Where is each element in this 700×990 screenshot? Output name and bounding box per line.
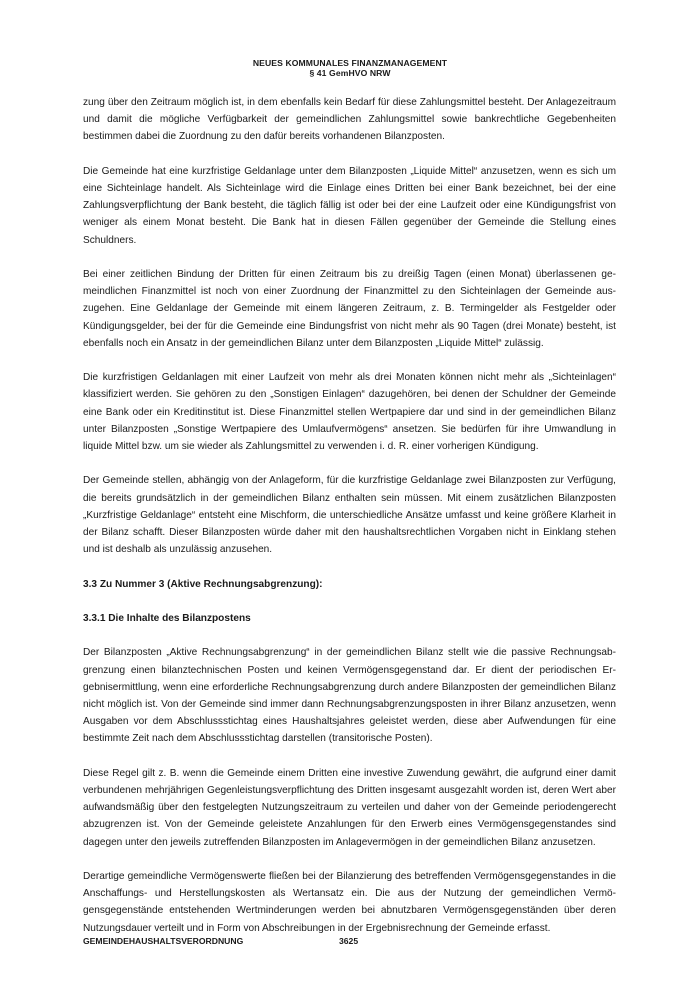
document-body [83, 94, 616, 954]
header-title: NEUES KOMMUNALES FINANZMANAGEMENT [252, 58, 448, 68]
paragraph-5: Der Gemeinde stellen, abhängig von der Anlageform, für die kurzfristige Geldanlage zwei Bilanzposten zur Verfügung, die bereits grundsätzlich in der gemeindlichen Bilanz enthalten sein müssen. Mit einem zusätzlichen Bilanzposten „Kurzfristige Geldanlage“ entsteht eine Mischform, die unterschiedliche Ansätze umfasst und keine größere Klarheit in der Bilanz schafft. Dieser Bilanzposten würde daher mit den haushaltsrechtlichen Vorgaben nicht in Einklang stehen und ist deshalb als unzulässig anzusehen. [83, 475, 616, 556]
paragraph-7: Diese Regel gilt z. B. wenn die Gemeinde einem Dritten eine investive Zuwendung gewährt, die aufgrund einer damit verbundenen mehrjährigen Gegenleistungsverpflichtung des Dritten insgesamt ausgezahlt worden ist, deren Wert aber aufwandsmäßig über den festgelegten Nutzungszeitraum zu verteilen und daher von der Gemeinde periodengerecht abzugrenzen ist. Von der Gemeinde geleistete Anzahlungen für den Erwerb eines Vermögensgegenstandes sind dagegen unter den jeweils zutreffenden Bilanzposten im Anlagevermögen in der gemeindlichen Bilanz anzusetzen. [83, 767, 616, 848]
footer-title: GEMEINDEHAUSHALTSVERORDNUNG [83, 936, 244, 946]
header-subtitle: § 41 GemHVO NRW [309, 68, 391, 78]
paragraph-3: Bei einer zeitlichen Bindung der Dritten für einen Zeitraum bis zu dreißig Tagen (einen Monat) überlassenen gemeindlichen Finanzmittel ist noch von einer Zuordnung der Finanzmittel zu den Sichteinlagen der Gemeinde auszugehen. Eine Geldanlage der Gemeinde mit einem längeren Zeitraum, z. B. Termingelder als Festgelder oder Kündigungsgelder, bei der für die Gemeinde eine Bindungsfrist von nicht mehr als 90 Tagen (drei Monate) besteht, ist ebenfalls noch ein Ansatz in der gemeindlichen Bilanz unter dem Bilanzposten „Liquide Mittel“ zulässig. [83, 269, 616, 349]
page-number: 3625 [339, 936, 359, 946]
paragraph-6: Der Bilanzposten „Aktive Rechnungsabgrenzung“ in der gemeindlichen Bilanz stellt wie die passive Rechnungsabgrenzung einen bilanztechnischen Posten und keinen Vermögensgegenstand dar. Er dient der periodischen Ergebnisermittlung, wenn eine erforderliche Rechnungsabgrenzung durch andere Bilanzposten der gemeindlichen Bilanz nicht möglich ist. Von der Gemeinde sind immer dann Rechnungsabgrenzungsposten in ihrer Bilanz anzusetzen, wenn Ausgaben vor dem Abschlussstichtag eines Haushaltsjahres geleistet werden, diese aber Aufwendungen für eine bestimmte Zeit nach dem Abschlussstichtag darstellen (transitorische Posten). [83, 647, 616, 745]
paragraph-1: zung über den Zeitraum möglich ist, in dem ebenfalls kein Bedarf für diese Zahlungsmittel besteht. Der Anlagezeitraum und damit die mögliche Verfügbarkeit der gemeindlichen Zahlungsmittel sowie bankrechtliche Gegebenheiten bestimmen dabei die Zuordnung zu den dafür bereits vorhandenen Bilanzposten. [83, 97, 616, 143]
paragraph-8: Derartige gemeindliche Vermögenswerte fließen bei der Bilanzierung des betreffenden Vermögensgegenstandes in die Anschaffungs- und Herstellungskosten als Wertansatz ein. Die aus der Nutzung der gemeindlichen Vermögensgegenstände entstehenden Wertminderungen werden bei abnutzbaren Vermögensgegenständen über deren Nutzungsdauer verteilt und in Form von Abschreibungen in der Ergebnisrechnung der Gemeinde erfasst. [83, 871, 616, 934]
subsection-heading: 3.3.1 Die Inhalte des Bilanzpostens [83, 613, 251, 624]
page-header [0, 58, 700, 78]
paragraph-2: Die Gemeinde hat eine kurzfristige Geldanlage unter dem Bilanzposten „Liquide Mittel“ anzusetzen, wenn es sich um eine Sichteinlage handelt. Als Sichteinlage wird die Einlage eines Dritten bei einer Bank bezeichnet, bei der eine Zahlungsverpflichtung der Bank besteht, die täglich fällig ist oder bei der eine Laufzeit oder eine Kündigungsfrist von weniger als einem Monat besteht. Die Bank hat in diesen Fällen gegenüber der Gemeinde die Stellung eines Schuldners. [83, 165, 616, 246]
page-footer [83, 936, 359, 946]
section-heading: 3.3 Zu Nummer 3 (Aktive Rechnungsabgrenzung): [83, 578, 323, 590]
paragraph-4: Die kurzfristigen Geldanlagen mit einer Laufzeit von mehr als drei Monaten können nicht mehr als „Sichteinlagen“ klassifiziert werden. Sie gehören zu den „Sonstigen Einlagen“ dazugehören, bei denen der Schuldner der Gemeinde eine Bank oder ein Kreditinstitut ist. Diese Finanzmittel stellen Wertpapiere dar und sind in der gemeindlichen Bilanz unter Bilanzposten „Sonstige Wertpapiere des Umlaufvermögens“ ansetzen. Sie bedürfen für ihre Umwandlung in liquide Mittel bzw. um sie wieder als Zahlungsmittel zu verwenden i. d. R. einer vorherigen Kündigung. [83, 372, 616, 453]
